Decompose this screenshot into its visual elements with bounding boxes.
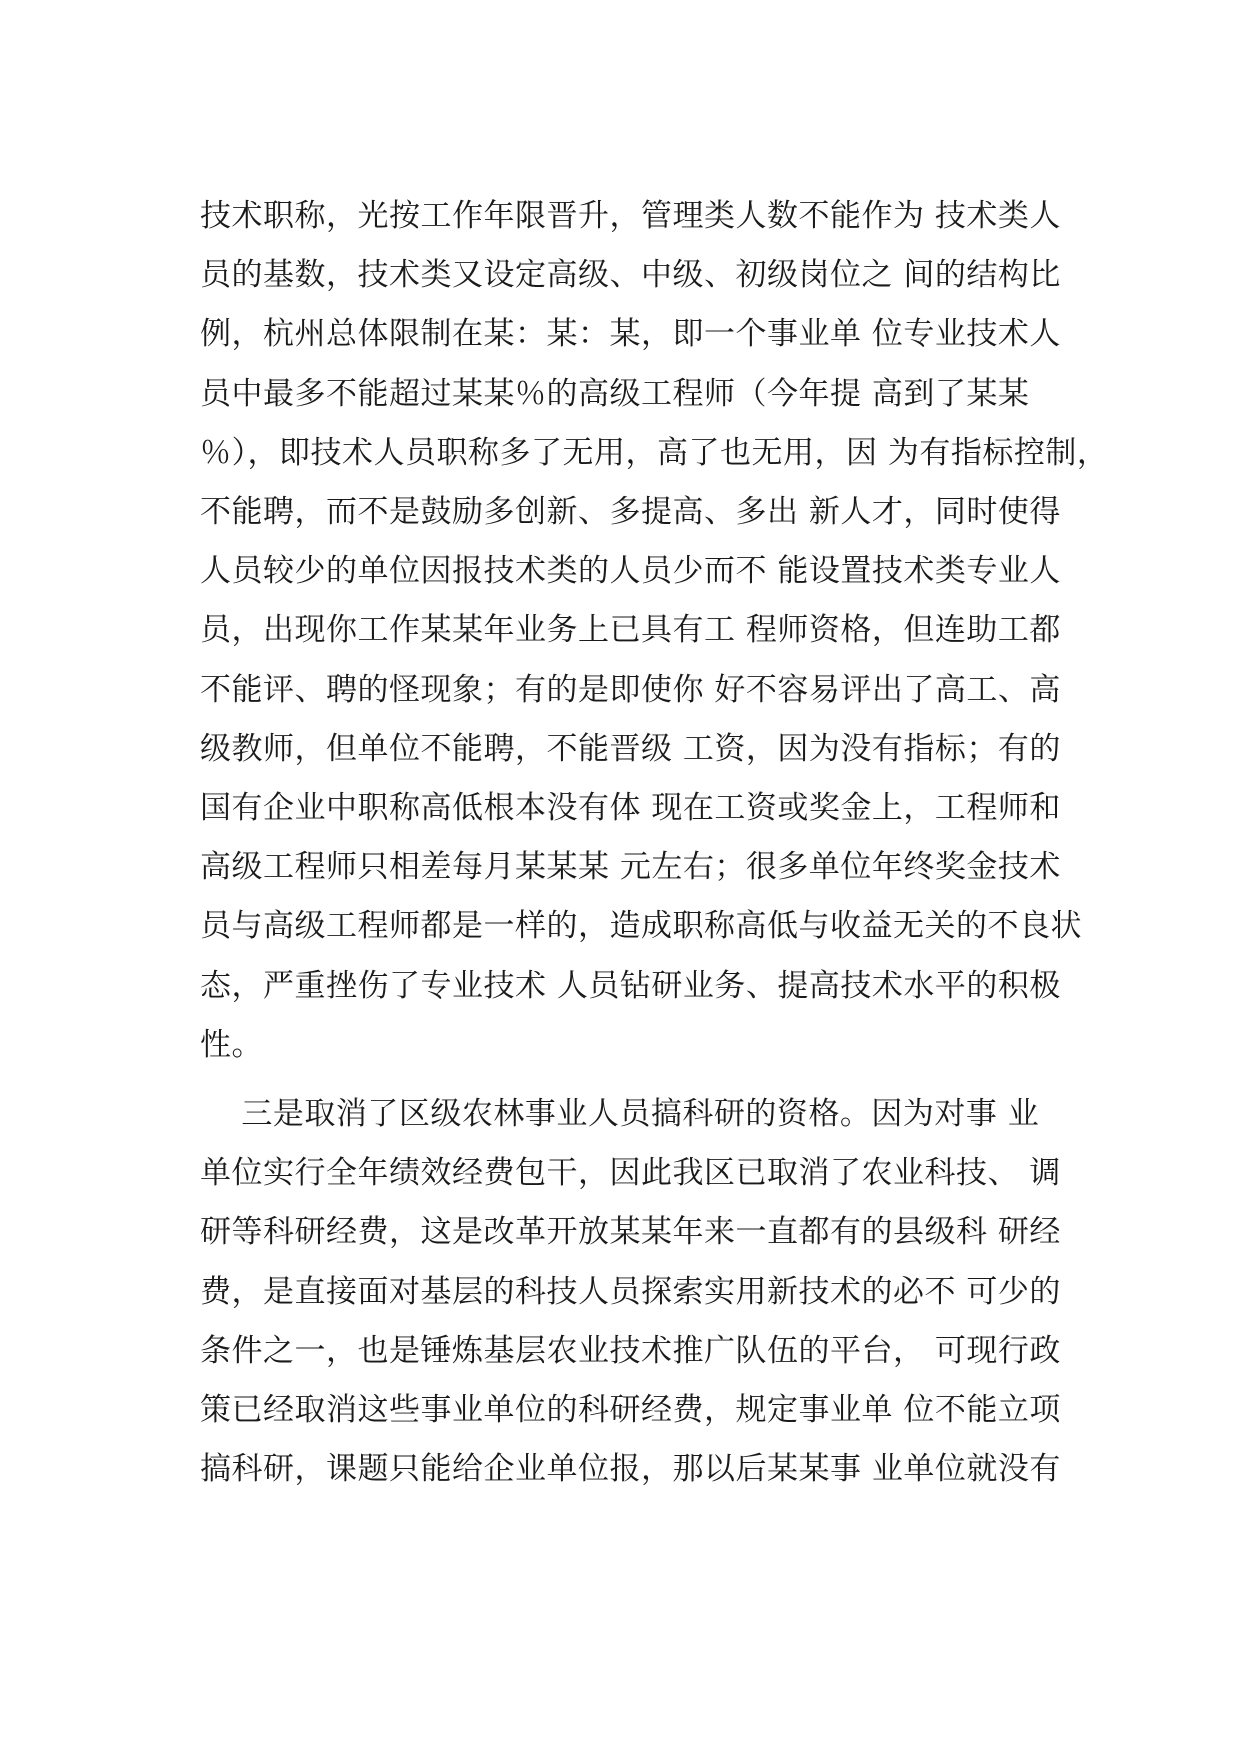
text-line: 研等科研经费，这是改革开放某某年来一直都有的县级科 研经 (200, 1214, 1061, 1251)
text-line: 级教师，但单位不能聘，不能晋级 工资，因为没有指标；有的 (200, 730, 1061, 767)
text-line: 例，杭州总体限制在某：某：某，即一个事业单 位专业技术人 (200, 316, 1061, 353)
text-line: 不能聘，而不是鼓励多创新、多提高、多出 新人才，同时使得 (200, 494, 1061, 530)
text-line: 国有企业中职称高低根本没有体 现在工资或奖金上，工程师和 (200, 790, 1061, 826)
text-line: 费，是直接面对基层的科技人员探索实用新技术的必不 可少的 (200, 1273, 1061, 1310)
text-line: 技术职称，光按工作年限晋升，管理类人数不能作为 技术类人 (200, 198, 1061, 234)
text-line: 态，严重挫伤了专业技术 人员钻研业务、提高技术水平的积极 (200, 967, 1061, 1004)
text-line: 员与高级工程师都是一样的，造成职称高低与收益无关的不良状 (200, 908, 1082, 945)
text-line: 不能评、聘的怪现象；有的是即使你 好不容易评出了高工、高 (200, 671, 1061, 708)
text-line: 员，出现你工作某某年业务上已具有工 程师资格，但连助工都 (200, 612, 1061, 649)
text-line: 员的基数，技术类又设定高级、中级、初级岗位之 间的结构比 (200, 257, 1061, 294)
text-line: 策已经取消这些事业单位的科研经费，规定事业单 位不能立项 (200, 1392, 1061, 1428)
text-line: 人员较少的单位因报技术类的人员少而不 能设置技术类专业人 (200, 553, 1061, 590)
text-line: 性。 (200, 1026, 263, 1063)
text-line: ％），即技术人员职称多了无用，高了也无用，因 为有指标控制， (200, 434, 1109, 471)
text-line: 员中最多不能超过某某％的高级工程师（今年提 高到了某某 (200, 375, 1030, 412)
text-line: 高级工程师只相差每月某某某 元左右；很多单位年终奖金技术 (200, 849, 1061, 886)
text-line: 三是取消了区级农林事业人员搞科研的资格。因为对事 业 (200, 1096, 1040, 1132)
text-line: 条件之一，也是锤炼基层农业技术推广队伍的平台， 可现行政 (200, 1332, 1061, 1369)
text-line: 搞科研，课题只能给企业单位报，那以后某某事 业单位就没有 (200, 1451, 1061, 1488)
text-line: 单位实行全年绩效经费包干，因此我区已取消了农业科技、 调 (200, 1155, 1061, 1192)
